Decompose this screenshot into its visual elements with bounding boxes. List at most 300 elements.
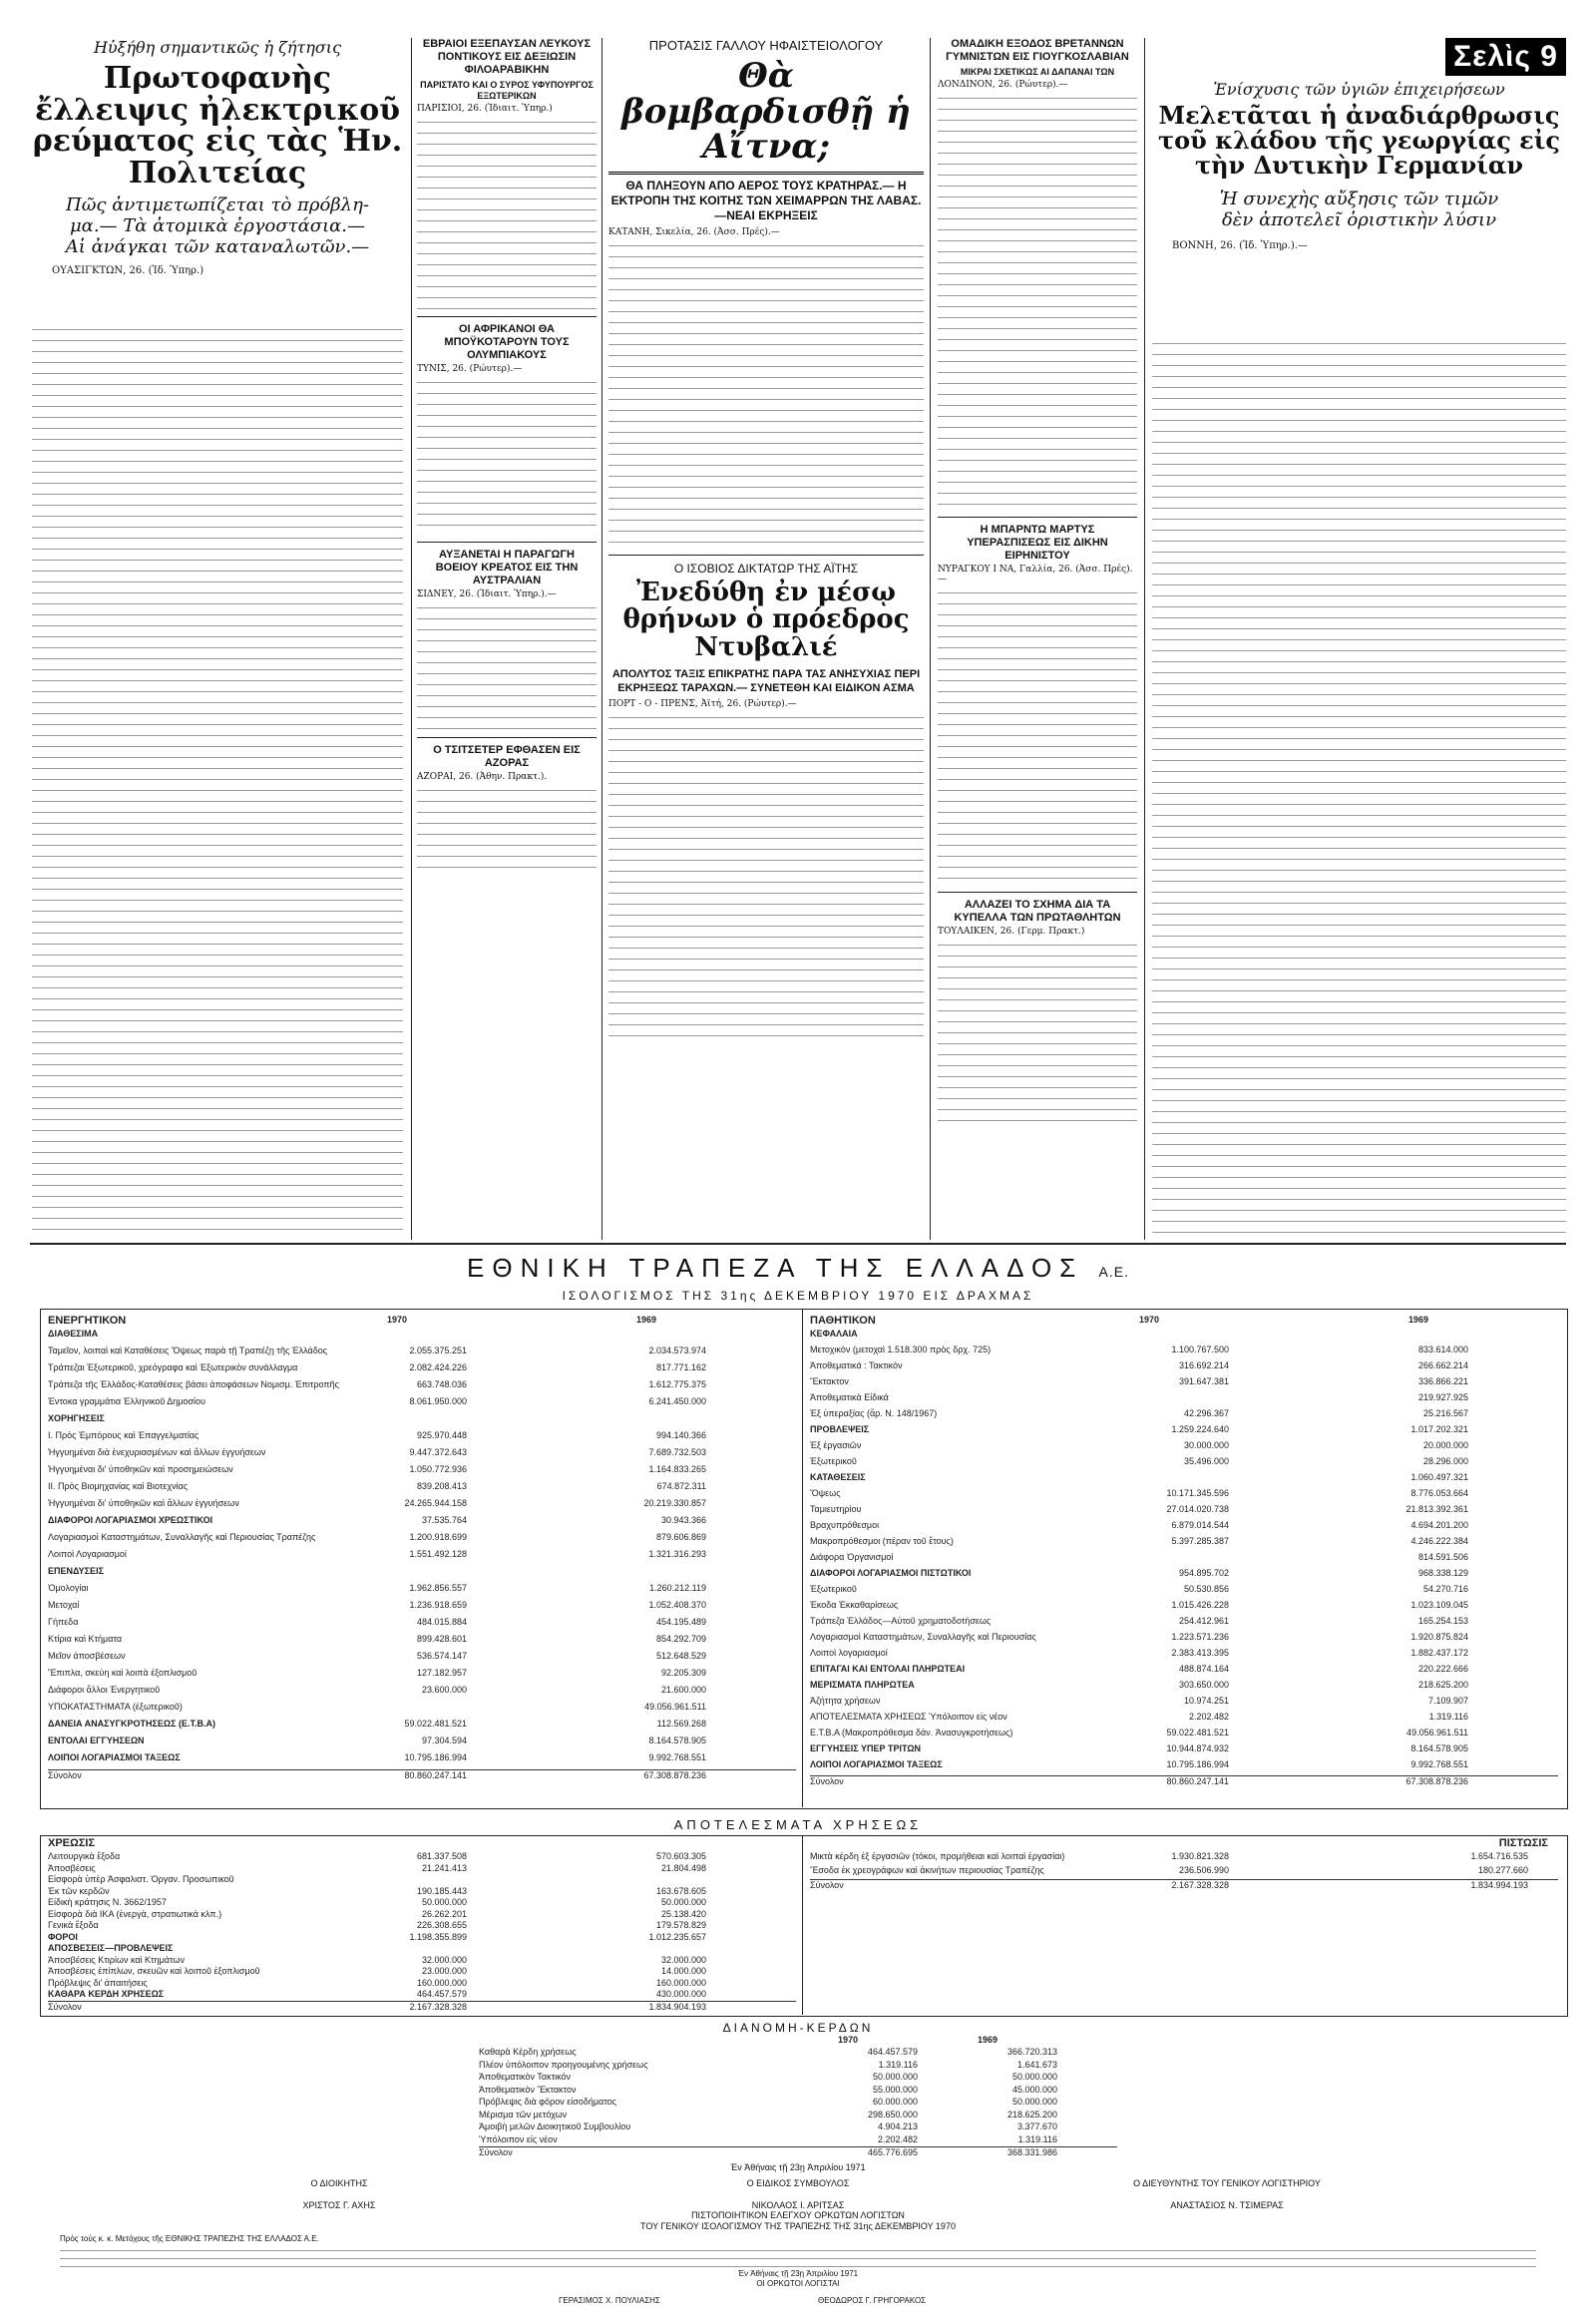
row-value-1969: 336.866.221 [1417,1376,1468,1386]
article-dateline: ΣΙΔΝΕΥ, 26. (Ἰδιαιτ. Ὑπηρ.).— [417,589,557,599]
row-label: Λογαριασμοὶ Καταστημάτων, Συναλλαγῆς καὶ Περιουσίας Τραπέζης [48,1532,316,1542]
row-value-1969: 817.771.162 [655,1362,706,1372]
row-label: Εἰσφορὰ ὑπὲρ Ἀσφαλιστ. Ὀργαν. Προσωπικοῦ [48,1874,234,1884]
table-row [48,1897,796,1909]
row-label: Ἐξ ὑπεραξίας (ἄρ. Ν. 148/1967) [810,1408,938,1418]
row-label: Ἡγγυημέναι δι' ὑποθηκῶν καὶ ἄλλων ἐγγυήσεων [48,1498,239,1508]
row-value-1970: 10.795.186.994 [1166,1759,1229,1769]
article-body-text [32,323,403,1240]
row-label: Ἀποσβέσεις Κτιρίων καὶ Κτημάτων [48,1954,185,1965]
table-row [48,1549,796,1566]
row-value-1969: 570.603.305 [655,1851,706,1861]
table-row [48,1920,796,1932]
row-value-1969: 814.591.506 [1417,1552,1468,1562]
row-label: Ἀποθεματικὸν Ἔκτακτον [479,2084,577,2095]
row-label: Γενικὰ ἔξοδα [48,1920,99,1930]
table-row [48,1532,796,1549]
row-value-1970: 1.223.571.236 [1171,1632,1229,1642]
row-value-1969: 54.270.716 [1422,1584,1468,1594]
row-label: Μέρισμα τῶν μετόχων [479,2109,568,2120]
article-body-text [938,92,1137,511]
table-row [810,1632,1558,1648]
article-subhead: ΘΑ ΠΛΗΞΟΥΝ ΑΠΟ ΑΕΡΟΣ ΤΟΥΣ ΚΡΑΤΗΡΑΣ.— Η ΕΚΤΡΟΠΗ ΤΗΣ ΚΟΙΤΗΣ ΤΩΝ ΧΕΙΜΑΡΡΩΝ ΤΗΣ ΛΑΒΑΣ.—ΝΕΑΙ ΕΚΡΗΞΕΙΣ [608,172,924,223]
signature-adviser [698,2178,898,2210]
article-subhead-1: Ἡ συνεχὴς αὔξησις τῶν τιμῶν [1219,188,1499,209]
row-value-1969: 220.222.666 [1417,1664,1468,1674]
row-value-1969: 4.246.222.384 [1410,1536,1468,1546]
table-row [810,1696,1558,1712]
row-value-1970: 59.022.481.521 [404,1719,467,1729]
row-value-1970: 190.185.443 [416,1885,467,1896]
row-value-1969: 1.834.904.193 [648,2001,706,2012]
table-row [48,1955,796,1967]
row-label: Μετοχικὸν (μετοχαὶ 1.518.300 πρὸς δρχ. 725) [810,1345,992,1354]
table-row [810,1376,1558,1392]
row-value-1970: 1.200.918.699 [409,1532,467,1542]
row-value-1969: 20.219.330.857 [643,1498,706,1508]
row-label: Ἐκ τῶν κερδῶν [48,1885,110,1896]
row-value-1970: 391.647.381 [1178,1376,1229,1386]
row-value-1970: 30.000.000 [1183,1440,1229,1450]
row-label: Τράπεζα τῆς Ἑλλάδος-Καταθέσεις βάσει ἀποφάσεων Νομισμ. Ἐπιτροπῆς [48,1379,339,1389]
article-dateline: ΚΑΤΑΝΗ, Σικελία, 26. (Ἀσσ. Πρές).— [608,227,780,238]
row-value-1969: 8.164.578.905 [1410,1743,1468,1753]
row-label: Ἀποθεματικά : Τακτικόν [810,1360,903,1370]
debits-table [48,1837,796,2013]
row-value-1970: 8.061.950.000 [409,1396,467,1406]
row-value-1969: 1.920.875.824 [1410,1632,1468,1642]
auditor-2: ΘΕΟΔΩΡΟΣ Γ. ΓΡΗΓΟΡΑΚΟΣ [818,2296,927,2305]
row-label: Μετοχαί [48,1600,80,1610]
table-row [479,2110,1117,2122]
article-body-text [417,376,597,536]
table-row [48,1464,796,1481]
row-label: Σύνολον [48,1770,82,1780]
table-row [48,1886,796,1898]
article-subhead-haiti: ΑΠΟΛΥΤΟΣ ΤΑΞΙΣ ΕΠΙΚΡΑΤΗΣ ΠΑΡΑ ΤΑΣ ΑΝΗΣΥΧΙΑΣ ΠΕΡΙ ΕΚΡΗΞΕΩΣ ΤΑΡΑΧΩΝ.— ΣΥΝΕΤΕΘΗ ΚΑΙ ΕΙΔΙΚΟΝ ΑΣΜΑ [611,667,921,694]
row-value-1970: 50.530.856 [1183,1584,1229,1594]
row-label: ΠΡΟΒΛΕΨΕΙΣ [810,1424,870,1434]
row-label: Ἡγγυημέναι δι' ὑποθηκῶν καὶ προσημειώσεων [48,1464,233,1474]
row-label: Ἡγγυημέναι διὰ ἐνεχυριασμένων καὶ ἄλλων ἐγγυήσεων [48,1447,266,1457]
table-row [48,1362,796,1379]
bank-title-suffix: Α.Ε. [1098,1264,1129,1280]
row-value-1969: 21.813.392.361 [1405,1504,1468,1514]
row-label: ΕΓΓΥΗΣΕΙΣ ΥΠΕΡ ΤΡΙΤΩΝ [810,1743,922,1753]
row-value-1970: 97.304.594 [421,1735,467,1745]
row-label: Ἐκοδα Ἐκκαθαρίσεως [810,1600,899,1610]
row-label: Εἰσφορὰ διὰ ΙΚΑ (ἐνεργὰ, στρατιωτικὰ κλπ.) [48,1908,222,1919]
table-row [48,1634,796,1651]
row-value-1970: 23.600.000 [421,1685,467,1695]
article-dateline: ΠΟΡΤ - Ο - ΠΡΕΝΣ, Ἀϊτή, 26. (Ρώυτερ).— [608,698,797,709]
article-subhead: ΠΑΡΙΣΤΑΤΟ ΚΑΙ Ο ΣΥΡΟΣ ΥΦΥΠΟΥΡΓΟΣ ΕΞΩΤΕΡΙΚΩΝ [420,80,594,101]
row-label: Ταμεῖον, λοιπαὶ καὶ Καταθέσεις Ὄψεως παρὰ τῇ Τραπέζῃ τῆς Ἑλλάδος [48,1346,328,1355]
table-row [810,1775,1558,1792]
row-label: Σύνολον [479,2147,513,2157]
row-label: Ἐξ ἐργασιῶν [810,1440,862,1450]
table-row [810,1865,1558,1879]
table-row [48,1617,796,1634]
row-label: Ὑπόλοιπον εἰς νέον [479,2133,558,2144]
row-value-1969: 854.292.709 [655,1634,706,1644]
article-dateline: ΟΥΑΣΙΓΚΤΩΝ, 26. (Ἰδ. Ὑπηρ.) [52,265,204,276]
row-value-1970: 2.202.482 [877,2133,918,2144]
distrib-year-b: 1969 [978,2035,998,2045]
row-value-1970: 465.776.695 [867,2147,918,2157]
row-value-1970: 27.014.020.738 [1166,1504,1229,1514]
row-value-1970: 24.265.944.158 [404,1498,467,1508]
article-headline: Πρωτοφανὴς ἔλλειψις ἠλεκτρικοῦ ρεύματος εἰς τὰς Ἡν. Πολιτείας [32,61,403,191]
row-label: ΧΟΡΗΓΗΣΕΙΣ [48,1413,105,1423]
row-value-1970: 839.208.413 [416,1481,467,1491]
article-headline-haiti: Ἐνεδύθη ἐν μέσῳ θρήνων ὁ πρόεδρος Ντυβαλιέ [622,578,910,662]
signature-title: Ο ΕΙΔΙΚΟΣ ΣΥΜΒΟΥΛΟΣ [746,2178,850,2188]
row-value-1970: 26.262.201 [421,1908,467,1919]
article-body-text [608,239,924,549]
table-row [48,1668,796,1685]
cert-subtitle: ΤΟΥ ΓΕΝΙΚΟΥ ΙΣΟΛΟΓΙΣΜΟΥ ΤΗΣ ΤΡΑΠΕΖΗΣ ΤΗΣ 31ης ΔΕΚΕΜΒΡΙΟΥ 1970 [640,2221,956,2231]
row-value-1969: 430.000.000 [655,1989,706,1999]
row-value-1969: 112.569.268 [656,1719,706,1729]
row-value-1969: 14.000.000 [660,1966,706,1976]
credit-label: ΠΙΣΤΩΣΙΣ [1498,1837,1548,1849]
row-label: Πρόβλεψις δι' ἀπαιτήσεις [48,1977,148,1988]
row-label: Εἰδικὴ κράτησις Ν. 3662/1957 [48,1897,167,1907]
article-dateline: ΤΟΥΛΑΙΚΕΝ, 26. (Γερμ. Πρακτ.) [938,927,1085,937]
row-value-1969: 50.000.000 [660,1897,706,1907]
table-row [810,1664,1558,1680]
row-value-1970: 10.974.251 [1183,1696,1229,1706]
row-value-1970: 464.457.579 [867,2047,918,2057]
row-value-1969: 1.654.716.535 [1470,1851,1528,1861]
row-value-1969: 833.614.000 [1417,1345,1468,1354]
table-row [48,1481,796,1498]
row-label: ΦΟΡΟΙ [48,1931,78,1942]
row-label: ΕΠΕΝΔΥΣΕΙΣ [48,1566,104,1576]
article-headline-bardot: Η ΜΠΑΡΝΤΩ ΜΑΡΤΥΣ ΥΠΕΡΑΣΠΙΣΕΩΣ ΕΙΣ ΔΙΚΗΝ ΕΙΡΗΝΙΣΤΟΥ [967,524,1108,562]
liabilities-label: ΠΑΘΗΤΙΚΟΝ [810,1315,876,1327]
row-value-1969: 1.017.202.321 [1410,1424,1468,1434]
table-row [810,1345,1558,1360]
table-row [48,1752,796,1769]
row-value-1970: 1.100.767.500 [1171,1345,1229,1354]
table-row [48,1851,796,1863]
article-headline: ΕΒΡΑΙΟΙ ΕΞΕΠΑΥΣΑΝ ΛΕΥΚΟΥΣ ΠΟΝΤΙΚΟΥΣ ΕΙΣ ΔΕΞΙΩΣΙΝ ΦΙΛΟΑΡΑΒΙΚΗΝ [422,38,592,76]
row-label: Μακροπρόθεσμοι (πέραν τοῦ ἔτους) [810,1536,954,1546]
row-value-1969: 8.164.578.905 [648,1735,706,1745]
table-row [479,2134,1117,2147]
row-value-1969: 30.943.366 [660,1515,706,1525]
table-row [810,1424,1558,1440]
assets-label: ΕΝΕΡΓΗΤΙΚΟΝ [48,1315,127,1327]
liabilities-table [810,1315,1558,1803]
article-subhead-1: Πῶς ἀντιμετωπίζεται τὸ πρόβλη- [66,194,369,215]
row-label: ΔΙΑΦΟΡΟΙ ΛΟΓΑΡΙΑΣΜΟΙ ΠΙΣΤΩΤΙΚΟΙ [810,1568,972,1578]
liabilities-year-a: 1970 [1139,1315,1160,1325]
row-label: ΥΠΟΚΑΤΑΣΤΗΜΑΤΑ (ἐξωτερικοῦ) [48,1702,183,1712]
row-value-1970: 236.506.990 [1178,1865,1229,1875]
row-value-1969: 512.648.529 [655,1651,706,1661]
row-value-1970: 488.874.164 [1178,1664,1229,1674]
distrib-year-a: 1970 [838,2035,859,2045]
row-label: Σύνολον [48,2001,82,2012]
row-label: ΛΟΙΠΟΙ ΛΟΓΑΡΙΑΣΜΟΙ ΤΑΞΕΩΣ [810,1759,943,1769]
table-row [810,1392,1558,1408]
row-value-1970: 254.412.961 [1178,1616,1229,1626]
table-row [48,1346,796,1362]
row-label: ΙΙ. Πρὸς Βιομηχανίας καὶ Βιοτεχνίας [48,1481,189,1491]
row-value-1969: 67.308.878.236 [1405,1776,1468,1786]
row-value-1969: 4.694.201.200 [1410,1520,1468,1530]
row-value-1970: 2.167.328.328 [409,2001,467,2012]
row-value-1970: 484.015.884 [416,1617,467,1627]
row-value-1969: 32.000.000 [660,1954,706,1965]
row-value-1969: 1.882.437.172 [1410,1648,1468,1658]
row-label: ΕΠΙΤΑΓΑΙ ΚΑΙ ΕΝΤΟΛΑΙ ΠΛΗΡΩΤΕΑΙ [810,1664,966,1674]
row-value-1970: 80.860.247.141 [1166,1776,1229,1786]
row-value-1969: 21.804.498 [660,1862,706,1873]
row-value-1969: 9.992.768.551 [1410,1759,1468,1769]
article-subhead-2: δὲν ἀποτελεῖ ὁριστικὴν λύσιν [1221,208,1497,230]
row-value-1969: 7.689.732.503 [648,1447,706,1457]
row-value-1970: 1.319.116 [878,2059,918,2070]
table-row [479,2060,1117,2073]
cert-title: ΠΙΣΤΟΠΟΙΗΤΙΚΟΝ ΕΛΕΓΧΟΥ ΟΡΚΩΤΩΝ ΛΟΓΙΣΤΩΝ [691,2210,905,2220]
row-value-1969: 1.164.833.265 [648,1464,706,1474]
assets-year-a: 1970 [387,1315,408,1325]
article-kicker: ΠΡΟΤΑΣΙΣ ΓΑΛΛΟΥ ΗΦΑΙΣΤΕΙΟΛΟΓΟΥ [648,38,884,53]
table-row [48,1735,796,1752]
row-value-1970: 464.457.579 [416,1989,467,1999]
row-value-1970: 681.337.508 [416,1851,467,1861]
signature-name: ΧΡΙΣΤΟΣ Γ. ΑΧΗΣ [302,2200,376,2210]
article-dateline: ΝΥΡΑΓΚΟΥ Ι ΝΑ, Γαλλία, 26. (Ἀσσ. Πρές).— [938,565,1133,584]
cert-sign-label: ΟΙ ΟΡΚΩΤΟΙ ΛΟΓΙΣΤΑΙ [756,2279,840,2288]
row-value-1970: 6.879.014.544 [1171,1520,1229,1530]
row-value-1970: 10.795.186.994 [404,1752,467,1762]
table-row [810,1552,1558,1568]
table-row [48,1498,796,1515]
row-value-1970: 316.692.214 [1178,1360,1229,1370]
row-label: Πρόβλεψις διὰ φόρον εἰσοδήματος [479,2097,616,2107]
page-number-badge: Σελὶς 9 [1445,38,1566,76]
row-value-1969: 50.000.000 [1011,2097,1057,2107]
row-value-1969: 1.319.116 [1017,2133,1057,2144]
results-title: ΑΠΟΤΕΛΕΣΜΑΤΑ ΧΡΗΣΕΩΣ [673,1817,923,1832]
row-value-1969: 1.260.212.119 [649,1583,706,1593]
row-label: Ἐξωτερικοῦ [810,1584,857,1594]
table-row [810,1504,1558,1520]
row-value-1969: 28.296.000 [1422,1456,1468,1466]
row-label: Ἔπιπλα, σκεύη καὶ λοιπὰ ἐξοπλισμοῦ [48,1668,198,1678]
place-date: Ἐν Ἀθήναις τῇ 23ῃ Ἀπριλίου 1971 [730,2162,866,2172]
row-value-1970: 226.308.655 [416,1920,467,1930]
row-label: Μεῖον ἀποσβέσεων [48,1651,126,1661]
row-label: Λογαριασμοὶ Καταστημάτων, Συναλλαγῆς καὶ Περιουσίας [810,1632,1036,1642]
row-label: ΚΕΦΑΛΑΙΑ [810,1329,858,1339]
table-row [479,2121,1117,2134]
table-row [810,1648,1558,1664]
article-headline-beef: ΑΥΞΑΝΕΤΑΙ Η ΠΑΡΑΓΩΓΗ ΒΟΕΙΟΥ ΚΡΕΑΤΟΣ ΕΙΣ ΤΗΝ ΑΥΣΤΡΑΛΙΑΝ [435,549,579,586]
table-row [48,1863,796,1875]
row-value-1969: 219.927.925 [1417,1392,1468,1402]
row-value-1970: 32.000.000 [421,1954,467,1965]
table-row [810,1536,1558,1552]
assets-table [48,1315,796,1803]
row-value-1970: 1.015.426.228 [1171,1600,1229,1610]
row-label: Ἀποσβέσεις ἐπίπλων, σκευῶν καὶ λοιποῦ ἐξοπλισμοῦ [48,1966,260,1976]
bank-title [0,1253,1596,1284]
article-dateline: ΠΑΡΙΣΙΟΙ, 26. (Ἰδιαιτ. Ὑπηρ.) [417,104,553,114]
row-value-1970: 50.000.000 [421,1897,467,1907]
row-value-1969: 1.641.673 [1016,2059,1057,2070]
row-label: Ἀμοιβὴ μελῶν Διοικητικοῦ Συμβουλίου [479,2121,631,2131]
row-label: ΔΑΝΕΙΑ ΑΝΑΣΥΓΚΡΟΤΗΣΕΩΣ (Ε.Τ.Β.Α) [48,1719,215,1729]
row-value-1969: 20.000.000 [1422,1440,1468,1450]
table-row [810,1728,1558,1743]
liabilities-year-b: 1969 [1408,1315,1429,1325]
row-label: Ἀζήτητα χρήσεων [810,1696,881,1706]
table-row [48,1943,796,1955]
row-value-1969: 25.216.567 [1422,1408,1468,1418]
row-label: Ὁμολογίαι [48,1583,89,1593]
table-row [48,1447,796,1464]
table-row [48,1583,796,1600]
row-label: Διάφορα Ὀργανισμοί [810,1552,894,1562]
row-value-1969: 67.308.878.236 [643,1770,706,1780]
article-subhead-2: μα.— Τὰ ἀτομικὰ ἐργοστάσια.— [69,215,366,236]
row-value-1970: 10.171.345.596 [1166,1488,1229,1498]
table-row [48,1909,796,1921]
row-value-1970: 42.296.367 [1183,1408,1229,1418]
table-row [479,2072,1117,2085]
row-label: Γήπεδα [48,1617,79,1627]
row-value-1969: 3.377.670 [1016,2121,1057,2131]
table-row [479,2047,1117,2060]
row-label: Ἀποθεματικὰ Εἰδικά [810,1392,889,1402]
row-label: Τράπεζαι Ἐξωτερικοῦ, χρεόγραφα καὶ Ἐξωτερικὸν συνάλλαγμα [48,1362,298,1372]
row-label: Ἔκτακτον [810,1376,849,1386]
table-row [48,2001,796,2014]
row-value-1970: 37.535.764 [421,1515,467,1525]
row-value-1970: 4.904.213 [877,2121,918,2131]
table-row [810,1743,1558,1759]
row-label: Ταμιευτηρίου [810,1504,862,1514]
row-value-1969: 1.060.497.321 [1410,1472,1468,1482]
row-label: ΕΝΤΟΛΑΙ ΕΓΓΥΗΣΕΩΝ [48,1735,145,1745]
row-value-1969: 180.277.660 [1477,1865,1528,1875]
article-headline: Μελετᾶται ἡ ἀναδιάρθρωσις τοῦ κλάδου τῆς γεωργίας εἰς τὴν Δυτικὴν Γερμανίαν [1158,101,1560,181]
row-value-1969: 1.834.994.193 [1470,1880,1528,1890]
row-value-1970: 954.895.702 [1178,1568,1229,1578]
row-label: Βραχυπρόθεσμοι [810,1520,880,1530]
article-subhead: ΜΙΚΡΑΙ ΣΧΕΤΙΚΩΣ ΑΙ ΔΑΠΑΝΑΙ ΤΩΝ [960,67,1115,77]
row-value-1970: 2.082.424.226 [409,1362,467,1372]
row-value-1969: 266.662.214 [1417,1360,1468,1370]
table-row [810,1488,1558,1504]
signature-name: ΝΙΚΟΛΑΟΣ Ι. ΑΡΙΤΣΑΣ [751,2200,845,2210]
row-value-1970: 298.650.000 [867,2109,918,2120]
row-value-1970: 9.447.372.643 [409,1447,467,1457]
article-body-text [938,586,1137,886]
table-row [810,1712,1558,1728]
article-dateline: ΤΥΝΙΣ, 26. (Ρώυτερ).— [417,364,523,374]
row-label: Σύνολον [810,1880,844,1890]
article-dateline: ΒΟΝΝΗ, 26. (Ἰδ. Ὑπηρ.).— [1172,239,1308,251]
row-value-1969: 1.052.408.370 [648,1600,706,1610]
row-label: Ὄψεως [810,1488,841,1498]
credits-table [810,1837,1558,2013]
row-value-1970: 303.650.000 [1178,1680,1229,1690]
row-value-1970: 2.055.375.251 [409,1346,467,1355]
table-row [810,1600,1558,1616]
assets-year-b: 1969 [636,1315,657,1325]
table-row [810,1456,1558,1472]
row-value-1970: 10.944.874.932 [1166,1743,1229,1753]
table-row [810,1520,1558,1536]
article-kicker-haiti: Ο ΙΣΟΒΙΟΣ ΔΙΚΤΑΤΩΡ ΤΗΣ ΑΪΤΗΣ [673,562,859,577]
row-label: Τράπεζα Ἑλλάδος—Αὐτοῦ χρηματοδοτήσεως [810,1616,992,1626]
article-mice [417,38,597,1240]
cert-body-text [60,2245,1536,2267]
row-value-1970: 925.970.448 [416,1430,467,1440]
signature-title: Ο ΔΙΕΥΘΥΝΤΗΣ ΤΟΥ ΓΕΝΙΚΟΥ ΛΟΓΙΣΤΗΡΙΟΥ [1133,2178,1321,2188]
row-value-1970: 127.182.957 [416,1668,467,1678]
row-label: ΔΙΑΦΟΡΟΙ ΛΟΓΑΡΙΑΣΜΟΙ ΧΡΕΩΣΤΙΚΟΙ [48,1515,213,1525]
table-row [48,1379,796,1396]
signature-accountant [1077,2178,1377,2210]
row-value-1969: 366.720.313 [1006,2047,1057,2057]
row-value-1969: 25.138.420 [660,1908,706,1919]
table-row [48,1566,796,1583]
distrib-title: ΔΙΑΝΟΜΗ-ΚΕΡΔΩΝ [722,2021,874,2035]
table-row [48,1932,796,1944]
article-body-text [417,784,597,874]
row-value-1969: 179.578.829 [655,1920,706,1930]
table-row [810,1759,1558,1775]
row-label: ΛΟΙΠΟΙ ΛΟΓΑΡΙΑΣΜΟΙ ΤΑΞΕΩΣ [48,1752,181,1762]
table-row [48,1396,796,1413]
table-row [48,1978,796,1990]
row-label: ΚΑΤΑΘΕΣΕΙΣ [810,1472,866,1482]
row-label: Λοιποὶ Λογαριασμοί [48,1549,127,1559]
signature-governor [239,2178,439,2210]
row-value-1970: 5.397.285.387 [1171,1536,1229,1546]
table-row [48,1430,796,1447]
row-value-1970: 899.428.601 [416,1634,467,1644]
table-row [479,2146,1117,2160]
table-row [48,1515,796,1532]
table-row [810,1584,1558,1600]
row-value-1969: 218.625.200 [1417,1680,1468,1690]
row-value-1970: 21.241.413 [421,1862,467,1873]
row-value-1969: 1.012.235.657 [648,1931,706,1942]
article-electricity [32,38,403,1240]
article-headline-cups: ΑΛΛΑΖΕΙ ΤΟ ΣΧΗΜΑ ΔΙΑ ΤΑ ΚΥΠΕΛΛΑ ΤΩΝ ΠΡΩΤΑΘΛΗΤΩΝ [954,899,1121,924]
table-row [810,1360,1558,1376]
row-label: Πλέον ὑπόλοιπον προηγουμένης χρήσεως [479,2059,648,2070]
row-value-1969: 674.872.311 [656,1481,706,1491]
table-row [810,1472,1558,1488]
row-value-1970: 35.496.000 [1183,1456,1229,1466]
article-body-text [417,601,597,731]
article-headline: ΟΜΑΔΙΚΗ ΕΞΟΔΟΣ ΒΡΕΤΑΝΝΩΝ ΓΥΜΝΙΣΤΩΝ ΕΙΣ ΓΙΟΥΓΚΟΣΛΑΒΙΑΝ [946,38,1129,63]
table-row [48,1651,796,1668]
row-value-1969: 92.205.309 [660,1668,706,1678]
article-gymnasts [938,38,1137,1240]
row-value-1970: 55.000.000 [872,2084,918,2095]
